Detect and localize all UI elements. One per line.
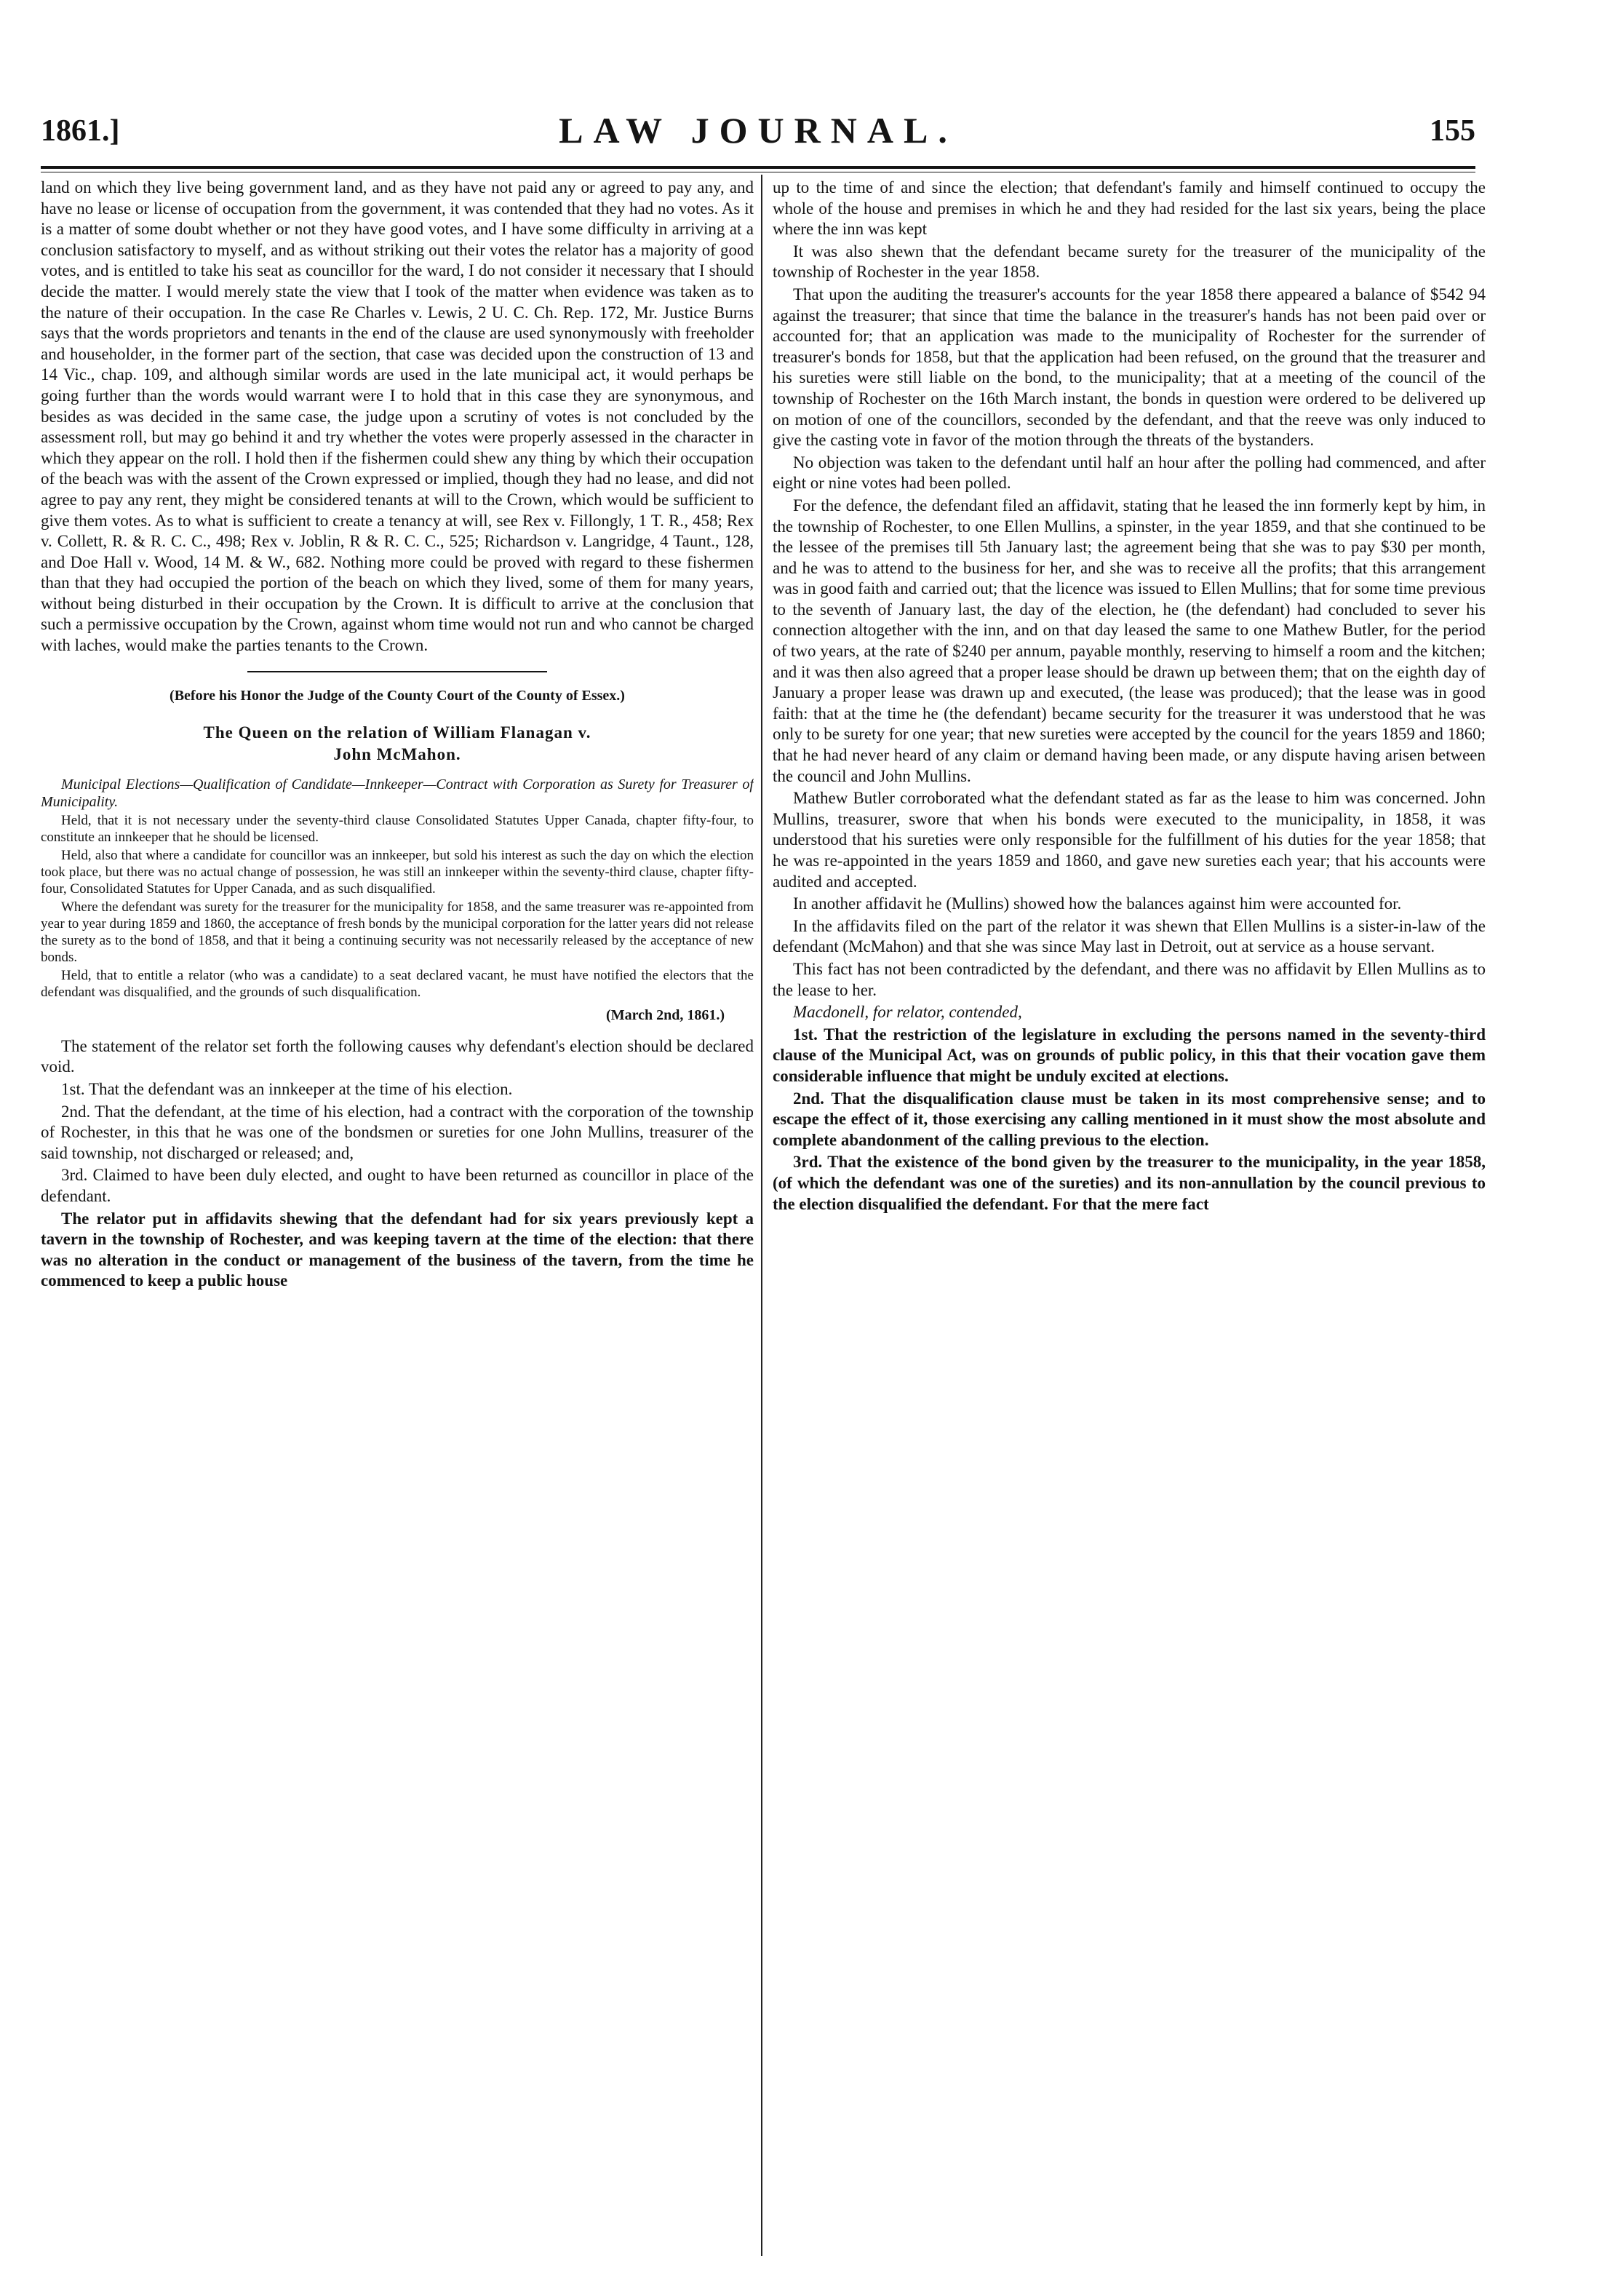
court-note: (Before his Honor the Judge of the County Court of the County of Essex.) bbox=[170, 687, 625, 704]
paragraph: up to the time of and since the election; that defendant's family and himself continued to occupy the whole of the house and premises in which he and they had resided for the last six years, being the place where the inn was kept bbox=[773, 178, 1486, 239]
paragraph: In another affidavit he (Mullins) showed how the balances against him were accounted for. bbox=[793, 894, 1402, 913]
page-number: 155 bbox=[1430, 114, 1475, 148]
header-year: 1861.] bbox=[41, 114, 120, 148]
paragraph: Macdonell, for relator, contended, bbox=[793, 1003, 1022, 1022]
section-rule bbox=[247, 671, 547, 672]
case-headnote-subject: Municipal Elections—Qualification of Candidate—Innkeeper—Contract with Corporation as Surety for Treasurer of Municipality. bbox=[41, 776, 754, 811]
paragraph: 3rd. That the existence of the bond given by the treasurer to the municipality, in the year 1858, (of which the defendant was one of the sureties) and its non-annullation by the council previous to the election disqualified the defendant. For that the mere fact bbox=[773, 1153, 1486, 1213]
case-title-line-2: John McMahon. bbox=[333, 745, 461, 764]
paragraph: This fact has not been contradicted by the defendant, and there was no affidavit by Ellen Mullins as to the lease to her. bbox=[773, 959, 1486, 999]
column-divider bbox=[761, 175, 762, 2256]
paragraph: 1st. That the restriction of the legislature in excluding the persons named in the seventy-third clause of the Municipal Act, was on grounds of public policy, in this that their vocation gave them considerable influence that might be unduly excited at elections. bbox=[773, 1025, 1486, 1085]
running-header bbox=[41, 109, 1475, 160]
held-note: Held, that to entitle a relator (who was a candidate) to a seat declared vacant, he must have notified the electors that the defendant was disqualified, and the grounds of such disqualification. bbox=[41, 968, 754, 1001]
held-note: Where the defendant was surety for the treasurer for the municipality for 1858, and the same treasurer was re-appointed from year to year during 1859 and 1860, the acceptance of fresh bonds by the municipal corporation for the latter years did not release the surety as to the bond of 1858, and that it being a continuing security was not necessarily released by the acceptance of new bonds. bbox=[41, 899, 754, 966]
paragraph: land on which they live being government land, and as they have not paid any or agreed to pay any, and have no lease or license of occupation from the government, it was contended that they had no votes. As it is a matter of some doubt whether or not they have good votes, and I have some difficulty in arriving at a conclusion satisfactory to myself, and as without striking out their votes the relator has a majority of good votes, and is entitled to take his seat as councillor for the ward, I do not consider it necessary that I should decide the matter. I would merely state the view that I took of the matter when evidence was taken as to the nature of their occupation. In the case Re Charles v. Lewis, 2 U. C. Ch. Rep. 172, Mr. Justice Burns says that the words proprietors and tenants in the end of the clause are used synonymously with freeholder and householder, in the former part of the section, that case was decided upon the construction of 13 and 14 Vic., chap. 109, and although similar words are used in the late municipal act, it would perhaps be going further than the words would warrant were I to hold that in this case they are synonymous, and besides as was decided in the same case, the judge upon a scrutiny of votes is not concluded by the assessment roll, but may go behind it and try whether the votes were properly assessed in the character in which they appear on the roll. I hold then if the fishermen could shew any thing by which their occupation of the beach was with the assent of the Crown expressed or implied, though they had no lease, and did not agree to pay any rent, they might be considered tenants at will to the Crown, which would be sufficient to give them votes. As to what is sufficient to create a tenancy at will, see Rex v. Fillongly, 1 T. R., 458; Rex v. Collett, R. & R. C. C., 498; Rex v. Joblin, R & R. C. C., 525; Richardson v. Langridge, 4 Taunt., 128, and Doe Hall v. Wood, 14 M. & W., 682. Nothing more could be proved with regard to these fishermen than that they had occupied the portion of the beach on which they lived, some of them for many years, without being disturbed in their occupation by the Crown. It is difficult to arrive at the conclusion that such a permissive occupation by the Crown, against whom time would not run and who cannot be charged with laches, would make the parties tenants to the Crown. bbox=[41, 178, 754, 655]
paragraph: That upon the auditing the treasurer's accounts for the year 1858 there appeared a balance of $542 94 against the treasurer; that since that time the balance in the treasurer's hands has not been paid over or accounted for; that an application was made to the municipality of Rochester for the surrender of treasurer's bonds for 1858, but that the application had been refused, on the ground that the treasurer and his sureties were still liable on the bond, to the municipality; that at a meeting of the council of the township of Rochester on the 16th March instant, the bonds in question were ordered to be delivered up on motion of one of the councillors, seconded by the defendant, and that the reeve was only induced to give the casting vote in favor of the motion through the threats of the bystanders. bbox=[773, 285, 1486, 450]
paragraph: The relator put in affidavits shewing that the defendant had for six years previously kept a tavern in the township of Rochester, and was keeping tavern at the time of the election: that there was no alteration in the conduct or management of the business of the tavern, from the time he commenced to keep a public house bbox=[41, 1209, 754, 1290]
paragraph: The statement of the relator set forth the following causes why defendant's election should be declared void. bbox=[41, 1036, 754, 1076]
journal-title: LAW JOURNAL. bbox=[559, 110, 957, 151]
held-note: Held, that it is not necessary under the seventy-third clause Consolidated Statutes Upper Canada, chapter fifty-four, to constitute an innkeeper that he should be licensed. bbox=[41, 813, 754, 846]
paragraph: 1st. That the defendant was an innkeeper at the time of his election. bbox=[61, 1080, 513, 1099]
paragraph: Mathew Butler corroborated what the defendant stated as far as the lease to him was concerned. John Mullins, treasurer, swore that when his bonds were executed to the municipality, in 1858, it was understood that his sureties were only responsible for the fulfillment of his duties for the year 1858; that he was re-appointed in the years 1859 and 1860, and gave new sureties each year; that his accounts were audited and accepted. bbox=[773, 789, 1486, 891]
paragraph: For the defence, the defendant filed an affidavit, stating that he leased the inn formerly kept by him, in the township of Rochester, to one Ellen Mullins, a spinster, in the year 1859, and that she continued to be the lessee of the premises till 5th January last; the agreement being that she was to pay $30 per month, and he was to attend to the business for her, and she was to receive all the profits; that this arrangement was in good faith and carried out; that the licence was issued to Ellen Mullins; that for some time previous to the seventh of January last, the day of the election, he (the defendant) had concluded to sever his connection altogether with the inn, and on that day leased the same to one Mathew Butler, for the period of two years, at the rate of $240 per annum, payable monthly, reserving to himself a room and the kitchen; and it was then also agreed that a proper lease should be drawn up between them; that on the eighth day of January a proper lease was drawn up and executed, (the lease was produced); that the lease was in good faith: that at the time he (the defendant) became security for the treasurer it was understood that he was only to be surety for one year; that new sureties were accepted by the council for the years 1859 and 1860; that he had never heard of any claim or demand having been made, or any dispute having arisen between the council and John Mullins. bbox=[773, 496, 1486, 785]
case-title-line-1: The Queen on the relation of William Flanagan v. bbox=[203, 723, 591, 742]
paragraph: 3rd. Claimed to have been duly elected, and ought to have been returned as councillor in place of the defendant. bbox=[41, 1166, 754, 1205]
left-column bbox=[41, 178, 754, 2259]
paragraph: 2nd. That the disqualification clause must be taken in its most comprehensive sense; and to escape the effect of it, those exercising any calling mentioned in it must show the most absolute and complete abandonment of the calling previous to the election. bbox=[773, 1089, 1486, 1149]
paragraph: It was also shewn that the defendant became surety for the treasurer of the municipality of the township of Rochester in the year 1858. bbox=[773, 242, 1486, 282]
right-column bbox=[773, 178, 1486, 2259]
paragraph: In the affidavits filed on the part of the relator it was shewn that Ellen Mullins is a sister-in-law of the defendant (McMahon) and that she was since May last in Detroit, out at service as a house servant. bbox=[773, 916, 1486, 956]
paragraph: 2nd. That the defendant, at the time of his election, had a contract with the corporation of the township of Rochester, in this that he was one of the bondsmen or sureties for one John Mullins, treasurer of the said township, not discharged or released; and, bbox=[41, 1102, 754, 1162]
held-note: Held, also that where a candidate for councillor was an innkeeper, but sold his interest as such the day on which the election took place, but there was no actual change of possession, he was still an innkeeper within the seventy-third clause, chapter fifty-four, Consolidated Statutes for Upper Canada, and as such disqualified. bbox=[41, 848, 754, 897]
case-title bbox=[41, 722, 754, 766]
header-rule bbox=[41, 166, 1475, 169]
paragraph: No objection was taken to the defendant until half an hour after the polling had commenced, and after eight or nine votes had been polled. bbox=[773, 453, 1486, 493]
decision-date: (March 2nd, 1861.) bbox=[606, 1007, 725, 1024]
